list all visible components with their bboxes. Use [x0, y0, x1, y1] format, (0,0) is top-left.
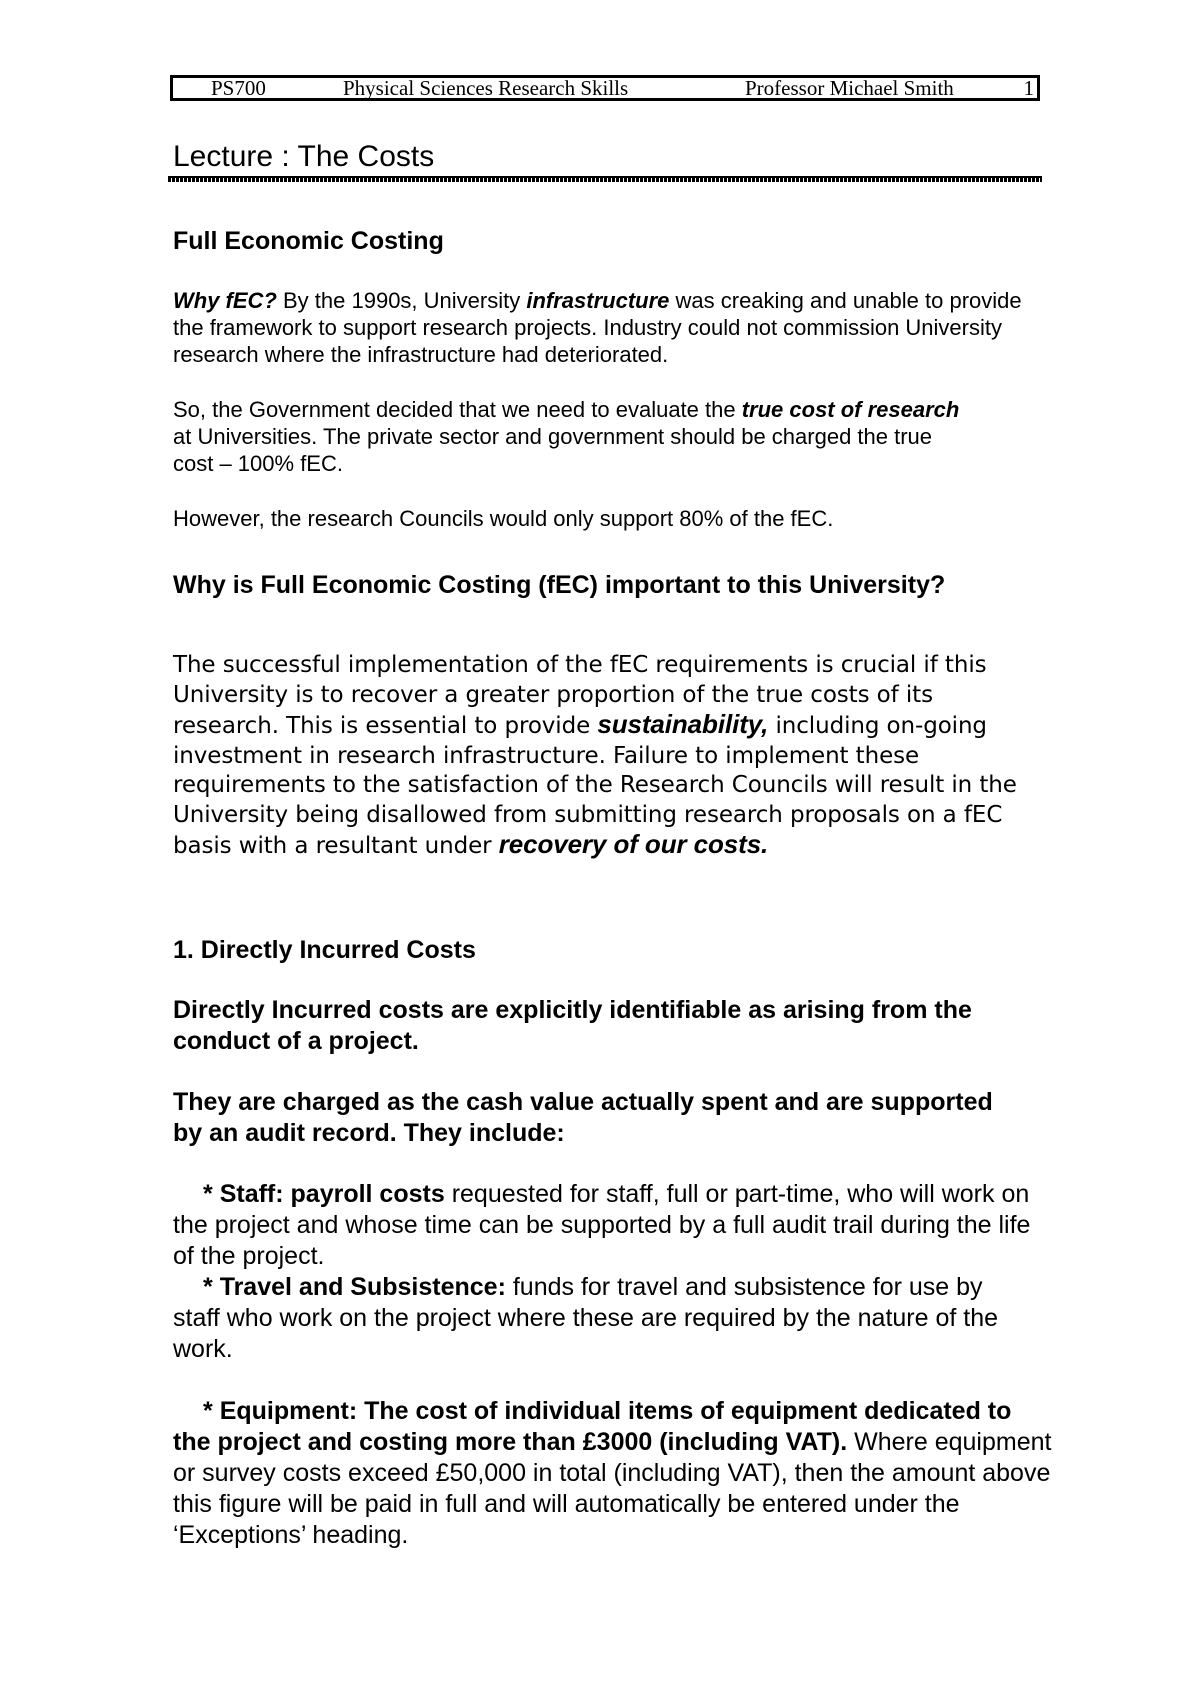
page-number: 1: [1023, 76, 1034, 100]
course-title: Physical Sciences Research Skills: [343, 76, 629, 100]
emphasis-true-cost: true cost of research: [741, 397, 960, 422]
list-item-staff: * Staff: payroll costs requested for staff, full or part-time, who will work on the project and whose time can be supported by a full audit trail during the life of the project.: [173, 1180, 1031, 1270]
item-label-travel: Travel and Subsistence:: [219, 1273, 506, 1301]
paragraph-government: So, the Government decided that we need to evaluate the true cost of research at Universities. The private sector and government should be charged the true cost – 100% fEC.: [173, 397, 960, 476]
page-title: Lecture : The Costs: [173, 140, 435, 173]
emphasis-infrastructure: infrastructure: [526, 288, 670, 313]
running-header: [170, 75, 1040, 101]
paragraph-sustainability: The successful implementation of the fEC requirements is crucial if this University is to recover a greater proportion of the true costs of its research. This is essential to provide sustainability, including on-going investment in research infrastructure. Failure to implement these requirements to the satisfaction of the Research Councils will result in the University being disallowed from submitting research proposals on a fEC basis with a resultant under recovery of our costs.: [173, 652, 1017, 859]
emphasis-sustainability: sustainability,: [597, 709, 769, 739]
list-item-equipment: * Equipment: The cost of individual items of equipment dedicated to the project and costing more than £3000 (including VAT). Where equipment or survey costs exceed £50,000 in total (including VAT), then the amount above this figure will be paid in full and will automatically be entered under the ‘Exceptions’ heading.: [173, 1397, 1052, 1549]
section-heading-direct: 1. Directly Incurred Costs: [173, 936, 476, 964]
item-label-staff: Staff: payroll costs: [219, 1180, 445, 1208]
title-divider: [168, 176, 1042, 182]
item-label-equipment: Equipment: The cost of individual items of equipment dedicated to the project and costing more than £3000 (including VAT).: [173, 1397, 1012, 1456]
paragraph-direct-definition: Directly Incurred costs are explicitly identifiable as arising from the conduct of a project.: [173, 996, 972, 1055]
section-heading-fec: Full Economic Costing: [173, 227, 444, 255]
course-code: PS700: [211, 76, 266, 100]
paragraph-councils: However, the research Councils would only support 80% of the fEC.: [173, 506, 834, 531]
emphasis-recovery: recovery of our costs.: [498, 829, 769, 859]
section-heading-why: Why is Full Economic Costing (fEC) important to this University?: [173, 571, 946, 599]
paragraph-direct-charged: They are charged as the cash value actually spent and are supported by an audit record. They include:: [173, 1088, 993, 1147]
list-item-travel: * Travel and Subsistence: funds for travel and subsistence for use by staff who work on the project where these are required by the nature of the work.: [173, 1273, 999, 1363]
paragraph-why-fec: Why fEC? By the 1990s, University infrastructure was creaking and unable to provide the framework to support research projects. Industry could not commission University research where the infrastructure had deteriorated.: [173, 288, 1022, 367]
why-fec-lead: Why fEC?: [173, 288, 277, 313]
lecturer-name: Professor Michael Smith: [745, 76, 954, 100]
